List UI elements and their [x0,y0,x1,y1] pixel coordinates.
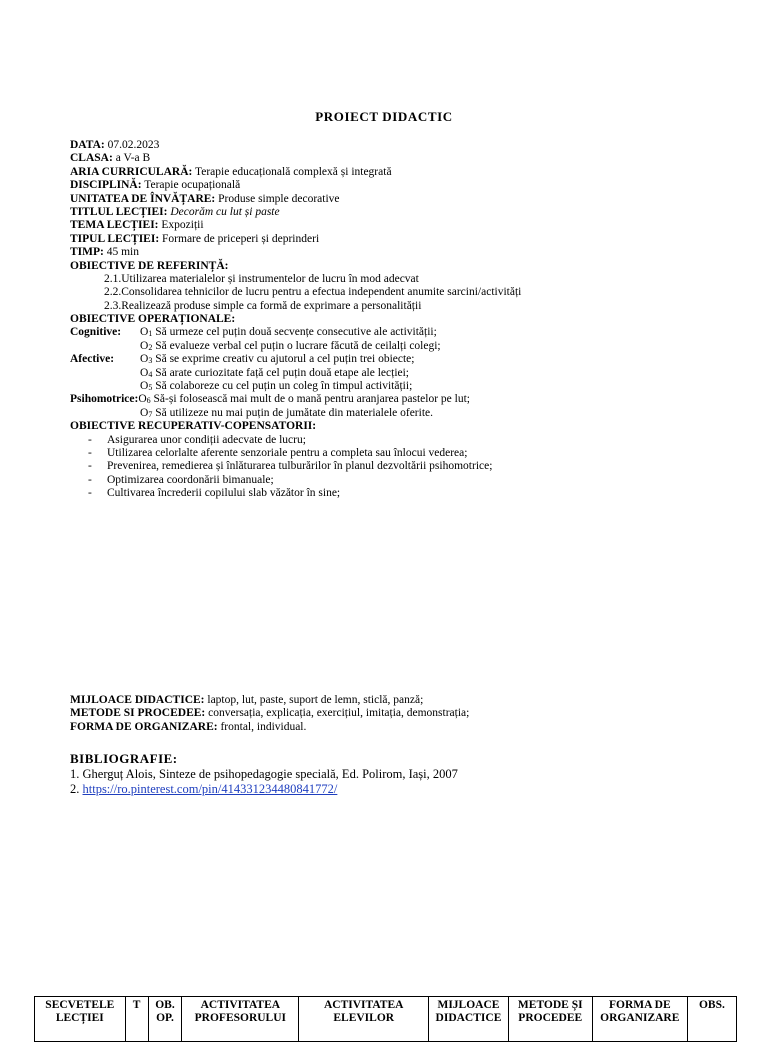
category-label: Psihomotrice: [70,393,139,406]
field-label: UNITATEA DE ÎNVĂȚARE: [70,192,216,205]
recovery-objective: - Prevenirea, remedierea și înlăturarea tulburărilor în planul dezvoltării psihomotrice; [70,460,521,473]
field-value: laptop, lut, paste, suport de lemn, sticlă, panză; [204,694,424,706]
field-label: TIPUL LECȚIEI: [70,232,160,245]
field-value: Formare de priceperi și deprinderi [159,232,320,245]
field-value: Terapie ocupațională [141,179,241,192]
section-heading: OBIECTIVE RECUPERATIV-COPENSATORII: [70,420,317,433]
table-header: OBS. [687,997,736,1042]
recovery-objective: - Asigurarea unor condiții adecvate de lucru; [70,434,521,447]
field-label: TITLUL LECȚIEI: [70,205,168,218]
field-timp [70,246,521,259]
ref-objective: 2.2.Consolidarea tehnicilor de lucru pentru a efectua independent anumite sarcini/activități [104,286,522,299]
field-value: Produse simple decorative [215,192,340,205]
bullet: - [88,460,92,473]
table-header: ACTIVITATEA ELEVILOR [299,997,429,1042]
op-objective: Psihomotrice:O6 Să-și folosească mai mult de o mană pentru aranjarea pastelor pe lut; [70,393,470,406]
field-label: FORMA DE ORGANIZARE: [70,720,218,733]
field-value: 07.02.2023 [104,139,160,151]
field-data [70,139,521,152]
field-label: MIJLOACE DIDACTICE: [70,694,205,706]
op-objective: O4 Să arate curiozitate față cel puțin două etape ale lecției; [140,366,410,379]
field-label: DATA: [70,139,105,151]
table-header: T [125,997,148,1042]
category-label: Cognitive: [70,326,122,339]
recovery-objective: - Optimizarea coordonării bimanuale; [70,474,521,487]
table-header: SECVETELE LECȚIEI [35,997,126,1042]
field-tipul [70,233,521,246]
bibliography-item: 2. https://ro.pinterest.com/pin/414331234480841772/ [70,782,338,796]
field-value: Terapie educațională complexă și integrată [192,165,392,178]
field-tema [70,219,521,232]
bibliography-heading: BIBLIOGRAFIE: [70,751,178,766]
field-clasa [70,152,521,165]
field-value: Expoziții [158,219,204,232]
ref-objective: 2.3.Realizează produse simple ca formă de exprimare a personalității [104,299,422,312]
bullet: - [88,487,92,500]
field-label: METODE SI PROCEDEE: [70,707,206,720]
field-label: CLASA: [70,152,113,165]
op-objective: O7 Să utilizeze nu mai puțin de jumătate din materialele oferite. [140,406,433,419]
pinterest-link[interactable]: https://ro.pinterest.com/pin/414331234480841772/ [82,782,338,796]
table-header: ACTIVITATEA PROFESORULUI [182,997,299,1042]
field-value: Decorăm cu lut și paste [167,205,280,218]
bibliography-item: 1. Gherguț Alois, Sinteze de psihopedagogie specială, Ed. Polirom, Iași, 2007 [70,767,458,781]
recovery-objective: - Cultivarea încrederii copilului slab văzător în sine; [70,487,521,500]
field-label: DISCIPLINĂ: [70,179,142,192]
field-value: 45 min [103,246,139,259]
table-header: OB. OP. [148,997,182,1042]
table-header: METODE ȘI PROCEDEE [508,997,592,1042]
recovery-objective: - Utilizarea celorlalte aferente senzoriale pentru a completa sau înlocui vederea; [70,447,521,460]
field-value: frontal, individual. [217,720,307,733]
resources [70,694,469,734]
op-objective: Cognitive: O1 Să urmeze cel puțin două secvențe consecutive ale activității; [70,326,437,339]
op-objective: Afective: O3 Să se exprime creativ cu ajutorul a cel puțin trei obiecte; [70,353,415,366]
field-forma [70,721,469,734]
op-objective: O5 Să colaboreze cu cel puțin un coleg în timpul activității; [140,380,413,393]
table-header: MIJLOACE DIDACTICE [429,997,509,1042]
lesson-plan-table [34,996,737,1042]
field-aria [70,166,521,179]
category-label: Afective: [70,353,115,366]
field-value: conversația, explicația, exercițiul, imitația, demonstrația; [205,707,470,720]
op-objective: O2 Să evalueze verbal cel puțin o lucrare făcută de ceilalți colegi; [140,339,441,352]
section-heading: OBIECTIVE OPERAȚIONALE: [70,313,236,326]
field-label: ARIA CURRICULARĂ: [70,165,193,178]
lesson-details [70,139,521,501]
bullet: - [88,446,92,459]
page-title: PROIECT DIDACTIC [315,109,453,124]
section-heading: OBIECTIVE DE REFERINȚĂ: [70,259,229,272]
bullet: - [88,433,92,446]
ref-objective: 2.1.Utilizarea materialelor și instrumentelor de lucru în mod adecvat [104,272,419,285]
field-label: TEMA LECȚIEI: [70,219,159,232]
field-disciplina [70,179,521,192]
table-header: FORMA DE ORGANIZARE [592,997,687,1042]
field-mijloace [70,694,469,707]
field-label: TIMP: [70,246,104,259]
table-header-row [35,997,737,1042]
field-unitatea [70,193,521,206]
field-metode [70,707,469,720]
bullet: - [88,473,92,486]
field-value: a V-a B [112,152,151,165]
field-titlul [70,206,521,219]
